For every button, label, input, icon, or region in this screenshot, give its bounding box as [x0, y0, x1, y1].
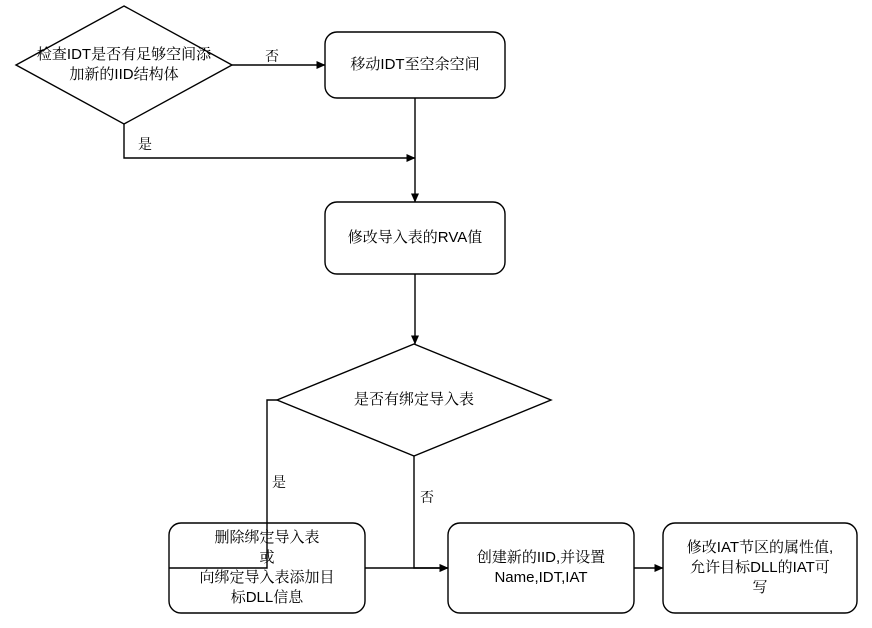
node-has-bound-import-label: 是否有绑定导入表	[353, 391, 474, 408]
edge-label-yes-1: 是	[138, 136, 152, 152]
node-create-new-iid-label: 创建新的IID,并设置 Name,IDT,IAT	[476, 549, 606, 586]
node-modify-iat-section	[663, 523, 857, 613]
edge-label-no-2: 否	[420, 489, 434, 505]
node-modify-rva-label: 修改导入表的RVA值	[347, 229, 483, 246]
edge-label-yes-2: 是	[272, 474, 286, 490]
node-delete-or-add-bound-label: 删除绑定导入表 或 向绑定导入表添加目 标DLL信息	[199, 529, 335, 606]
edge-check-yes-to-modify-rva	[124, 124, 415, 158]
node-move-idt-label: 移动IDT至空余空间	[350, 56, 480, 73]
node-create-new-iid	[448, 523, 634, 613]
node-move-idt	[325, 32, 505, 98]
node-modify-iat-section-label: 修改IAT节区的属性值, 允许目标DLL的IAT可 写	[686, 539, 834, 596]
node-check-idt-space-label: 检查IDT是否有足够空间添 加新的IID结构体	[36, 46, 212, 83]
node-modify-rva	[325, 202, 505, 274]
edge-bound-no-to-create-iid	[414, 456, 448, 568]
edge-label-no-1: 否	[265, 48, 279, 64]
node-has-bound-import	[277, 344, 551, 456]
node-check-idt-space	[16, 6, 232, 124]
